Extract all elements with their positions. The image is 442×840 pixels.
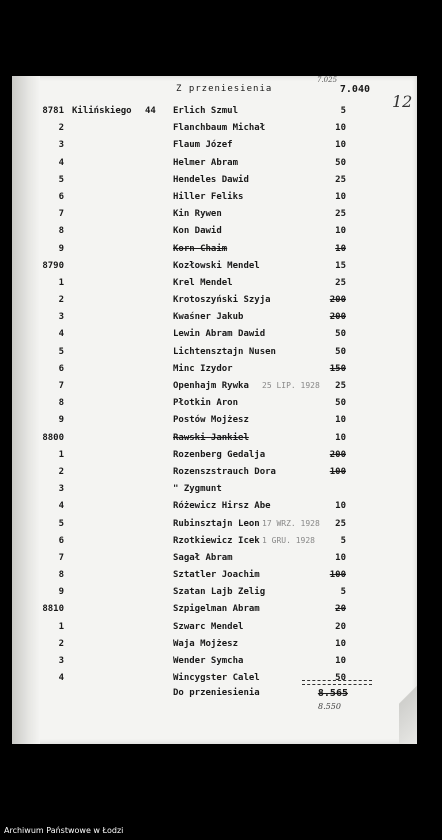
entry-amount: 10 xyxy=(335,638,346,649)
entry-amount: 50 xyxy=(335,157,346,168)
entry-number: 3 xyxy=(58,312,64,323)
table-row xyxy=(12,312,417,329)
entry-name: Kwaśner Jakub xyxy=(173,312,244,323)
entry-amount: 100 xyxy=(329,570,346,581)
carry-over-correction-note: 8.550 xyxy=(318,702,341,711)
entry-name: Sagał Abram xyxy=(173,552,233,563)
entry-name: Kin Rywen xyxy=(173,209,222,220)
entry-name: Sztatler Joachim xyxy=(173,570,260,581)
table-row xyxy=(12,175,417,192)
table-row xyxy=(12,484,417,501)
entry-number: 8 xyxy=(58,398,64,409)
entry-amount: 200 xyxy=(329,312,346,323)
entry-name: Korn Chaim xyxy=(173,243,228,254)
entry-amount: 25 xyxy=(335,381,346,391)
entry-number: 2 xyxy=(58,638,64,649)
entry-amount: 25 xyxy=(335,209,346,220)
table-row xyxy=(12,587,417,604)
entry-amount: 50 xyxy=(335,673,346,684)
entry-name: Hendeles Dawid xyxy=(173,174,249,185)
entry-amount: 50 xyxy=(335,346,346,357)
entry-house-number: 44 xyxy=(145,106,156,116)
entry-amount: 20 xyxy=(335,604,346,615)
entry-number: 4 xyxy=(58,329,64,340)
entry-name: Kozłowski Mendel xyxy=(173,260,260,271)
table-row xyxy=(12,209,417,226)
table-row xyxy=(12,278,417,295)
table-row xyxy=(12,536,417,553)
entry-name: Różewicz Hirsz Abe xyxy=(173,501,271,512)
entry-amount: 10 xyxy=(335,552,346,563)
table-row xyxy=(12,415,417,432)
table-row xyxy=(12,226,417,243)
entry-number: 4 xyxy=(58,673,64,684)
entry-number: 3 xyxy=(58,140,64,151)
table-row xyxy=(12,381,417,398)
entry-amount: 25 xyxy=(335,518,346,529)
table-row xyxy=(12,519,417,536)
carry-over-value: 8.565 xyxy=(317,688,348,699)
entry-number: 9 xyxy=(58,243,64,254)
table-row xyxy=(12,295,417,312)
table-row xyxy=(12,639,417,656)
torn-corner xyxy=(399,664,417,744)
document-page xyxy=(12,76,417,744)
entry-amount: 5 xyxy=(340,587,346,598)
entry-name: Rozenberg Gedalja xyxy=(173,449,266,460)
entry-number: 8800 xyxy=(42,432,64,443)
entry-number: 5 xyxy=(58,518,64,529)
table-row xyxy=(12,398,417,415)
entry-number: 2 xyxy=(58,295,64,306)
entry-number: 8790 xyxy=(42,260,64,271)
archive-label: Archiwum Państwowe w Łodzi xyxy=(4,826,124,835)
entry-name: Rzotkiewicz Icek xyxy=(173,535,260,546)
total-rule-bottom xyxy=(302,684,372,685)
table-row xyxy=(12,329,417,346)
entry-number: 6 xyxy=(58,363,64,374)
entry-name: Szwarc Mendel xyxy=(173,621,244,632)
table-row xyxy=(12,622,417,639)
table-row xyxy=(12,261,417,278)
page-number: 12 xyxy=(392,92,413,111)
entry-name: Postów Mojżesz xyxy=(173,415,249,426)
entry-amount: 10 xyxy=(335,501,346,512)
entry-name: Wender Symcha xyxy=(173,656,244,666)
table-row xyxy=(12,450,417,467)
table-row xyxy=(12,501,417,518)
entry-number: 8781 xyxy=(42,106,64,116)
entry-name: Szpigelman Abram xyxy=(173,604,260,615)
entry-name: Erlich Szmul xyxy=(173,106,239,116)
entry-amount: 10 xyxy=(335,656,346,666)
table-row xyxy=(12,467,417,484)
entry-amount: 150 xyxy=(329,363,346,374)
entry-name: Flaum Józef xyxy=(173,140,233,151)
entry-amount: 50 xyxy=(335,398,346,409)
carry-over-label: Do przeniesienia xyxy=(173,688,260,698)
entry-name: Helmer Abram xyxy=(173,157,239,168)
entry-number: 9 xyxy=(58,587,64,598)
header-correction-note: 7.025 xyxy=(317,76,338,84)
entry-amount: 100 xyxy=(329,466,346,477)
entry-amount: 10 xyxy=(335,432,346,443)
entry-amount: 200 xyxy=(329,449,346,460)
entry-number: 2 xyxy=(58,123,64,134)
entry-number: 8 xyxy=(58,226,64,237)
total-rule-top xyxy=(302,680,372,681)
table-row xyxy=(12,553,417,570)
entry-number: 3 xyxy=(58,484,64,495)
entry-name: Rawski Jankiel xyxy=(173,432,249,443)
entries-list xyxy=(12,106,417,690)
table-row xyxy=(12,158,417,175)
entry-number: 2 xyxy=(58,466,64,477)
entry-amount: 200 xyxy=(329,295,346,306)
table-row xyxy=(12,364,417,381)
entry-number: 1 xyxy=(58,621,64,632)
table-row xyxy=(12,347,417,364)
entry-name: Rubinsztajn Leon xyxy=(173,518,260,529)
table-row xyxy=(12,106,417,123)
entry-number: 7 xyxy=(58,552,64,563)
entry-name: Szatan Lajb Zelig xyxy=(173,587,266,598)
entry-name: Krotoszyński Szyja xyxy=(173,295,271,306)
entry-number: 1 xyxy=(58,449,64,460)
entry-number: 4 xyxy=(58,157,64,168)
table-row xyxy=(12,570,417,587)
table-row xyxy=(12,123,417,140)
entry-number: 8 xyxy=(58,570,64,581)
entry-street: Kilińskiego xyxy=(72,106,132,116)
entry-number: 4 xyxy=(58,501,64,512)
entry-amount: 50 xyxy=(335,329,346,340)
entry-amount: 10 xyxy=(335,123,346,134)
entry-name: Openhajm Rywka xyxy=(173,381,249,391)
entry-name: Lewin Abram Dawid xyxy=(173,329,266,340)
entry-date-stamp: 1 GRU. 1928 xyxy=(262,535,315,545)
entry-number: 6 xyxy=(58,535,64,546)
table-row xyxy=(12,140,417,157)
entry-date-stamp: 17 WRZ. 1928 xyxy=(262,518,320,528)
entry-number: 7 xyxy=(58,209,64,220)
table-row xyxy=(12,244,417,261)
entry-name: Flanchbaum Michał xyxy=(173,123,266,134)
entry-number: 9 xyxy=(58,415,64,426)
entry-name: Płotkin Aron xyxy=(173,398,239,409)
entry-number: 8810 xyxy=(42,604,64,615)
entry-name: Lichtensztajn Nusen xyxy=(173,346,276,357)
entry-name: Rozenszstrauch Dora xyxy=(173,466,276,477)
entry-amount: 10 xyxy=(335,191,346,202)
table-row xyxy=(12,192,417,209)
entry-name: Kon Dawid xyxy=(173,226,222,237)
entry-amount: 15 xyxy=(335,260,346,271)
entry-amount: 5 xyxy=(340,106,346,116)
entry-name: Krel Mendel xyxy=(173,277,233,288)
entry-amount: 10 xyxy=(335,226,346,237)
entry-amount: 10 xyxy=(335,243,346,254)
carried-forward-label: Z przeniesienia xyxy=(176,84,273,94)
entry-name: Minc Izydor xyxy=(173,363,233,374)
entry-date-stamp: 25 LIP. 1928 xyxy=(262,381,320,390)
entry-amount: 20 xyxy=(335,621,346,632)
entry-number: 5 xyxy=(58,174,64,185)
entry-number: 1 xyxy=(58,277,64,288)
entry-number: 7 xyxy=(58,381,64,391)
entry-number: 5 xyxy=(58,346,64,357)
carried-forward-value: 7.040 xyxy=(339,84,370,95)
entry-name: Waja Mojżesz xyxy=(173,638,239,649)
entry-amount: 25 xyxy=(335,174,346,185)
entry-name: " Zygmunt xyxy=(173,484,222,495)
table-row xyxy=(12,656,417,673)
entry-name: Wincygster Calel xyxy=(173,673,260,684)
entry-amount: 25 xyxy=(335,277,346,288)
entry-amount: 10 xyxy=(335,415,346,426)
table-row xyxy=(12,604,417,621)
entry-number: 6 xyxy=(58,191,64,202)
entry-amount: 10 xyxy=(335,140,346,151)
table-row xyxy=(12,433,417,450)
entry-amount: 5 xyxy=(340,535,346,546)
entry-name: Hiller Feliks xyxy=(173,191,244,202)
entry-number: 3 xyxy=(58,656,64,666)
